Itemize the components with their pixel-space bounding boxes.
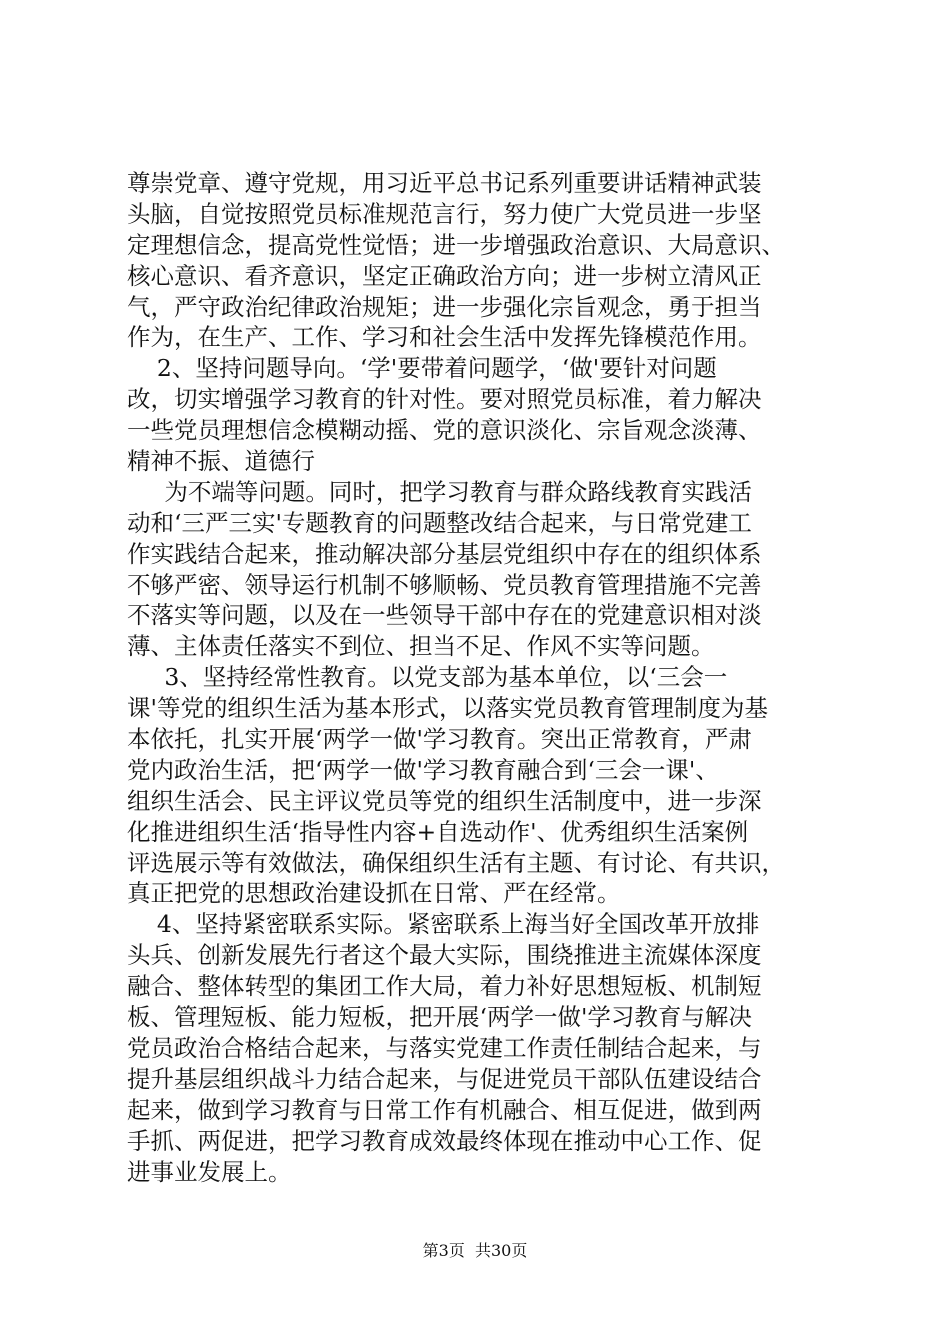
- text-line: 头兵、创新发展先行者这个最大实际，围绕推进主流媒体深度: [127, 941, 762, 970]
- text-line: 一些党员理想信念模糊动摇、党的意识淡化、宗旨观念淡薄、: [127, 416, 762, 445]
- text-line: 组织生活会、民主评议党员等党的组织生活制度中，进一步深: [127, 786, 762, 815]
- page-number-footer: 第3页 共30页: [422, 1241, 528, 1260]
- text-line: 动和‘三严三实'专题教育的问题整改结合起来，与日常党建工: [127, 508, 752, 537]
- text-line: 课'等党的组织生活为基本形式，以落实党员教育管理制度为基: [127, 694, 768, 723]
- text-line: 气，严守政治纪律政治规矩；进一步强化宗旨观念，勇于担当: [127, 292, 762, 321]
- text-line: 定理想信念，提高党性觉悟；进一步增强政治意识、大局意识、: [127, 230, 785, 259]
- text-line: 不够严密、领导运行机制不够顺畅、党员教育管理措施不完善: [127, 570, 762, 599]
- text-line: 本依托，扎实开展‘两学一做'学习教育。突出正常教育，严肃: [127, 725, 752, 754]
- text-line: 尊崇党章、遵守党规，用习近平总书记系列重要讲话精神武装: [127, 169, 762, 197]
- text-line: 4、坚持紧密联系实际。紧密联系上海当好全国改革开放排: [127, 910, 760, 939]
- text-line: 起来，做到学习教育与日常工作有机融合、相互促进，做到两: [127, 1095, 762, 1124]
- text-line: 2、坚持问题导向。‘学'要带着问题学，‘做'要针对问题: [127, 354, 717, 383]
- text-line: 提升基层组织战斗力结合起来，与促进党员干部队伍建设结合: [127, 1064, 762, 1093]
- text-line: 党员政治合格结合起来，与落实党建工作责任制结合起来，与: [127, 1033, 762, 1062]
- text-line: 真正把党的思想政治建设抓在日常、严在经常。: [127, 879, 621, 908]
- text-line: 党内政治生活，把‘两学一做'学习教育融合到‘三会一课'、: [127, 755, 719, 784]
- text-line: 作实践结合起来，推动解决部分基层党组织中存在的组织体系: [127, 539, 762, 568]
- text-line: 核心意识、看齐意识，坚定正确政治方向；进一步树立清风正: [127, 261, 762, 290]
- text-line: 为不端等问题。同时，把学习教育与群众路线教育实践活: [127, 477, 752, 506]
- text-line: 不落实等问题，以及在一些领导干部中存在的党建意识相对淡: [127, 601, 762, 630]
- text-line: 3、坚持经常性教育。以党支部为基本单位，以‘三会一: [127, 663, 728, 692]
- text-line: 头脑，自觉按照党员标准规范言行，努力使广大党员进一步坚: [127, 199, 762, 228]
- document-body: [127, 168, 837, 1187]
- text-line: 手抓、两促进，把学习教育成效最终体现在推动中心工作、促: [127, 1126, 762, 1155]
- text-line: 化推进组织生活‘指导性内容+自选动作'、优秀组织生活案例: [127, 817, 749, 846]
- text-line: 薄、主体责任落实不到位、担当不足、作风不实等问题。: [127, 632, 715, 661]
- text-line: 作为，在生产、工作、学习和社会生活中发挥先锋模范作用。: [127, 323, 762, 352]
- text-line: 融合、整体转型的集团工作大局，着力补好思想短板、机制短: [127, 972, 762, 1001]
- text-line: 进事业发展上。: [127, 1157, 292, 1186]
- text-line: 改，切实增强学习教育的针对性。要对照党员标准，着力解决: [127, 385, 762, 414]
- text-line: 板、管理短板、能力短板，把开展‘两学一做'学习教育与解决: [127, 1003, 752, 1032]
- text-line: 精神不振、道德行: [127, 447, 315, 476]
- text-line: 评选展示等有效做法，确保组织生活有主题、有讨论、有共识，: [127, 848, 785, 877]
